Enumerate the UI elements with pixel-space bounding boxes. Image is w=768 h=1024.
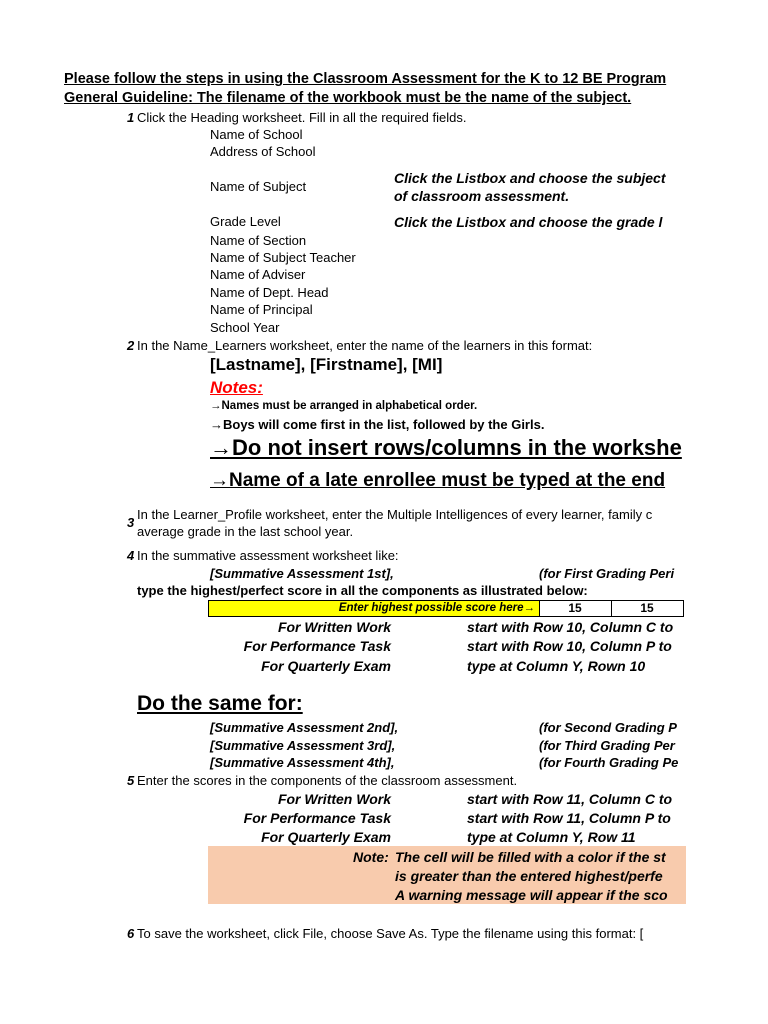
component-written-work-where: start with Row 10, Column C to [467, 619, 674, 635]
field-address-of-school: Address of School [210, 144, 316, 159]
field-name-of-section: Name of Section [210, 233, 307, 248]
note-line2: is greater than the entered highest/perfe [395, 868, 663, 884]
field-name-of-dept-head: Name of Dept. Head [210, 285, 329, 300]
component-quarterly-exam: For Quarterly Exam [261, 829, 391, 845]
note-late-enrollee: →Name of a late enrollee must be typed at the end [210, 470, 666, 491]
note-alphabetical: →Names must be arranged in alphabetical order. [210, 400, 478, 412]
period-third-grading: (for Third Grading Per [539, 738, 675, 753]
step-6-text: To save the worksheet, click File, choose Save As. Type the filename using this format: [ [137, 926, 644, 941]
score-cell: 15 [539, 601, 612, 616]
step-4-number: 4 [127, 548, 135, 563]
general-guideline: General Guideline: The filename of the workbook must be the name of the subject. [64, 90, 632, 106]
note-boys-first: →Boys will come first in the list, followed by the Girls. [210, 417, 545, 432]
name-format: [Lastname], [Firstname], [MI] [210, 355, 443, 374]
period-second-grading: (for Second Grading P [539, 720, 677, 735]
component-performance-task: For Performance Task [243, 810, 391, 826]
score-row [208, 600, 684, 617]
period-fourth-grading: (for Fourth Grading Pe [539, 755, 679, 770]
page-title: Please follow the steps in using the Classroom Assessment for the K to 12 BE Program [64, 71, 667, 87]
step-6-number: 6 [127, 926, 135, 941]
field-grade-level: Grade Level [210, 214, 281, 229]
note-line3: A warning message will appear if the sco [395, 887, 668, 903]
note-line1: The cell will be filled with a color if the st [395, 849, 666, 865]
component-quarterly-exam-where: type at Column Y, Row 11 [467, 829, 636, 845]
component-performance-task-where: start with Row 11, Column P to [467, 810, 671, 826]
note-no-insert: →Do not insert rows/columns in the workshe [210, 435, 682, 460]
step-3-line2: average grade in the last school year. [137, 524, 354, 539]
field-name-of-subject-teacher: Name of Subject Teacher [210, 250, 356, 265]
step-3-line1: In the Learner_Profile worksheet, enter the Multiple Intelligences of every learner, family c [137, 507, 653, 522]
component-performance-task: For Performance Task [243, 638, 391, 654]
step-1-number: 1 [127, 110, 135, 125]
step-5-text: Enter the scores in the components of the classroom assessment. [137, 773, 518, 788]
sheet-summative-3rd: [Summative Assessment 3rd], [210, 738, 396, 753]
field-name-of-adviser: Name of Adviser [210, 267, 306, 282]
sheet-summative-2nd: [Summative Assessment 2nd], [210, 720, 399, 735]
highlight-cell [209, 601, 540, 616]
component-written-work: For Written Work [277, 791, 391, 807]
step-2-text: In the Name_Learners worksheet, enter the name of the learners in this format: [137, 338, 593, 353]
step-1-text: Click the Heading worksheet. Fill in all the required fields. [137, 110, 467, 125]
subject-note-line1: Click the Listbox and choose the subject [394, 170, 666, 186]
field-name-of-subject: Name of Subject [210, 179, 307, 194]
sheet-summative-1st: [Summative Assessment 1st], [210, 566, 394, 581]
highlight-label: Enter highest possible score here→ [338, 602, 535, 614]
component-written-work: For Written Work [277, 619, 391, 635]
note-label: Note: [353, 849, 389, 865]
same-for-heading: Do the same for: [137, 692, 303, 715]
field-name-of-principal: Name of Principal [210, 302, 313, 317]
period-first-grading: (for First Grading Peri [539, 566, 675, 581]
field-name-of-school: Name of School [210, 127, 303, 142]
step-2-number: 2 [127, 338, 135, 353]
step-4-instruction: type the highest/perfect score in all the components as illustrated below: [137, 583, 588, 598]
subject-note-line2: of classroom assessment. [394, 188, 570, 204]
sheet-summative-4th: [Summative Assessment 4th], [210, 755, 395, 770]
step-4-text: In the summative assessment worksheet like: [137, 548, 399, 563]
step-5-number: 5 [127, 773, 135, 788]
component-quarterly-exam: For Quarterly Exam [261, 658, 391, 674]
component-quarterly-exam-where: type at Column Y, Rown 10 [467, 658, 646, 674]
component-written-work-where: start with Row 11, Column C to [467, 791, 673, 807]
component-performance-task-where: start with Row 10, Column P to [467, 638, 672, 654]
field-school-year: School Year [210, 320, 280, 335]
notes-label: Notes: [210, 378, 263, 397]
grade-note: Click the Listbox and choose the grade l [394, 214, 663, 230]
step-3-number: 3 [127, 515, 135, 530]
score-cell: 15 [611, 601, 684, 616]
